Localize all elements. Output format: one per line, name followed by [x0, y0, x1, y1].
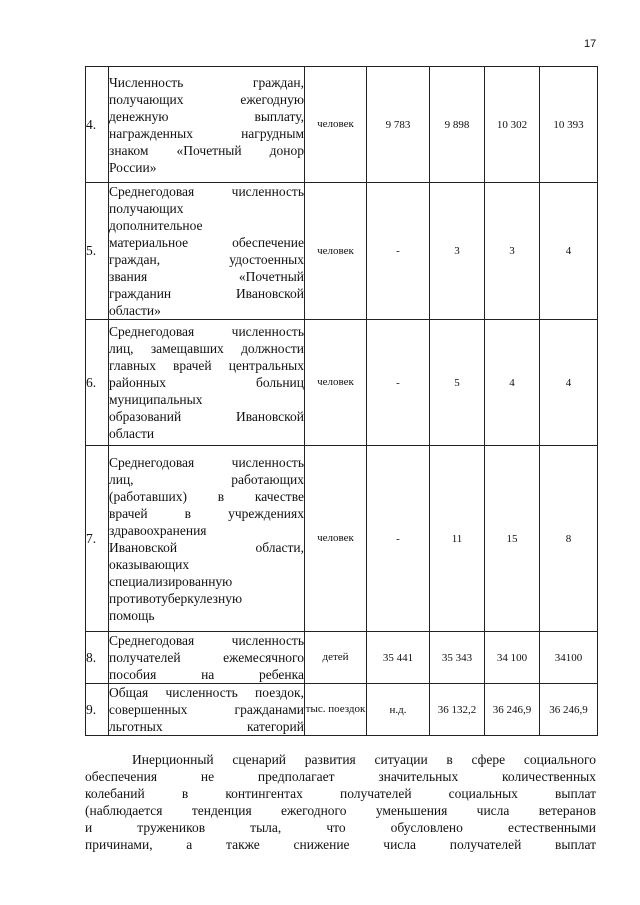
indicator-name-line: совершенных гражданами	[109, 702, 304, 717]
value-cell-v3: 36 246,9	[485, 684, 540, 736]
indicator-name-line: граждан, удостоенных	[109, 252, 304, 267]
row-number: 8.	[86, 632, 109, 684]
statistics-table	[85, 66, 598, 736]
value-cell-v2: 9 898	[430, 67, 485, 183]
table-row	[86, 446, 598, 632]
indicator-name	[109, 320, 305, 446]
indicator-name-line: образований Ивановской	[109, 409, 304, 424]
paragraph-line: причинами, а также снижение числа получателей выплат	[85, 837, 596, 852]
page-number: 17	[584, 38, 597, 50]
value-cell-v3: 4	[485, 320, 540, 446]
indicator-name-line: льготных категорий	[109, 719, 304, 734]
indicator-name-line: дополнительное	[109, 218, 203, 233]
paragraph-line: колебаний в контингентах получателей социальных выплат	[85, 786, 596, 801]
value-cell-v2: 35 343	[430, 632, 485, 684]
table-row	[86, 684, 598, 736]
body-paragraph	[85, 751, 596, 853]
value-cell-v4: 36 246,9	[540, 684, 598, 736]
table-row	[86, 632, 598, 684]
indicator-name-line: Численность граждан,	[109, 74, 304, 90]
table-row	[86, 320, 598, 446]
indicator-name-line: врачей в учреждениях	[109, 505, 304, 521]
indicator-name-line: главных врачей центральных	[109, 358, 304, 373]
value-cell-v1: н.д.	[367, 684, 430, 736]
indicator-name-line: Среднегодовая численность	[109, 454, 304, 470]
unit-cell: детей	[305, 632, 367, 684]
indicator-name	[109, 684, 305, 736]
indicator-name-line: (работавших) в качестве	[109, 488, 304, 504]
table-row	[86, 67, 598, 183]
value-cell-v4: 4	[540, 320, 598, 446]
indicator-name-line: Среднегодовая численность	[109, 633, 304, 648]
indicator-name-line: лиц, замещавших должности	[109, 341, 304, 356]
indicator-name-line: денежную выплату,	[109, 108, 304, 124]
value-cell-v1: 9 783	[367, 67, 430, 183]
value-cell-v3: 15	[485, 446, 540, 632]
indicator-name-line: здравоохранения	[109, 522, 207, 538]
table-row	[86, 183, 598, 320]
row-number: 9.	[86, 684, 109, 736]
indicator-name	[109, 446, 305, 632]
paragraph-line: и тружеников тыла, что обусловлено естественными	[85, 820, 596, 835]
value-cell-v2: 5	[430, 320, 485, 446]
indicator-name-line: знаком «Почетный донор	[109, 142, 304, 158]
indicator-name-line: специализированную	[109, 573, 233, 589]
indicator-name-line: получающих	[109, 201, 184, 216]
unit-cell: человек	[305, 183, 367, 320]
unit-cell: человек	[305, 320, 367, 446]
indicator-name	[109, 67, 305, 183]
value-cell-v1: -	[367, 446, 430, 632]
unit-cell: человек	[305, 446, 367, 632]
row-number: 4.	[86, 67, 109, 183]
value-cell-v1: -	[367, 320, 430, 446]
indicator-name	[109, 632, 305, 684]
value-cell-v4: 4	[540, 183, 598, 320]
row-number: 6.	[86, 320, 109, 446]
indicator-name-line: материальное обеспечение	[109, 235, 304, 250]
indicator-name-line: гражданин Ивановской	[109, 286, 304, 301]
value-cell-v3: 34 100	[485, 632, 540, 684]
value-cell-v1: 35 441	[367, 632, 430, 684]
value-cell-v1: -	[367, 183, 430, 320]
indicator-name-line: награжденных нагрудным	[109, 125, 304, 141]
row-number: 7.	[86, 446, 109, 632]
indicator-name-line: лиц, работающих	[109, 471, 304, 487]
value-cell-v4: 10 393	[540, 67, 598, 183]
unit-cell: человек	[305, 67, 367, 183]
value-cell-v4: 34100	[540, 632, 598, 684]
value-cell-v2: 3	[430, 183, 485, 320]
indicator-name-line: помощь	[109, 607, 155, 623]
indicator-name-line: противотуберкулезную	[109, 590, 243, 606]
value-cell-v3: 3	[485, 183, 540, 320]
indicator-name-line: муниципальных	[109, 392, 203, 407]
row-number: 5.	[86, 183, 109, 320]
indicator-name-line: пособия на ребенка	[109, 667, 304, 682]
indicator-name-line: области	[109, 426, 155, 441]
indicator-name-line: получающих ежегодную	[109, 91, 304, 107]
indicator-name-line: Общая численность поездок,	[109, 685, 304, 700]
value-cell-v3: 10 302	[485, 67, 540, 183]
indicator-name-line: Ивановской области,	[109, 539, 304, 555]
indicator-name-line: районных больниц	[109, 375, 304, 390]
paragraph-line: Инерционный сценарий развития ситуации в сфере социального	[132, 752, 596, 767]
indicator-name	[109, 183, 305, 320]
indicator-name-line: Среднегодовая численность	[109, 184, 304, 199]
unit-cell: тыс. поездок	[305, 684, 367, 736]
paragraph-line: обеспечения не предполагает значительных количественных	[85, 769, 596, 784]
value-cell-v4: 8	[540, 446, 598, 632]
indicator-name-line: звания «Почетный	[109, 269, 304, 284]
indicator-name-line: России»	[109, 159, 157, 175]
indicator-name-line: области»	[109, 303, 161, 318]
value-cell-v2: 11	[430, 446, 485, 632]
value-cell-v2: 36 132,2	[430, 684, 485, 736]
indicator-name-line: оказывающих	[109, 556, 190, 572]
indicator-name-line: Среднегодовая численность	[109, 324, 304, 339]
indicator-name-line: получателей ежемесячного	[109, 650, 304, 665]
paragraph-line: (наблюдается тенденция ежегодного уменьшения числа ветеранов	[85, 803, 596, 818]
